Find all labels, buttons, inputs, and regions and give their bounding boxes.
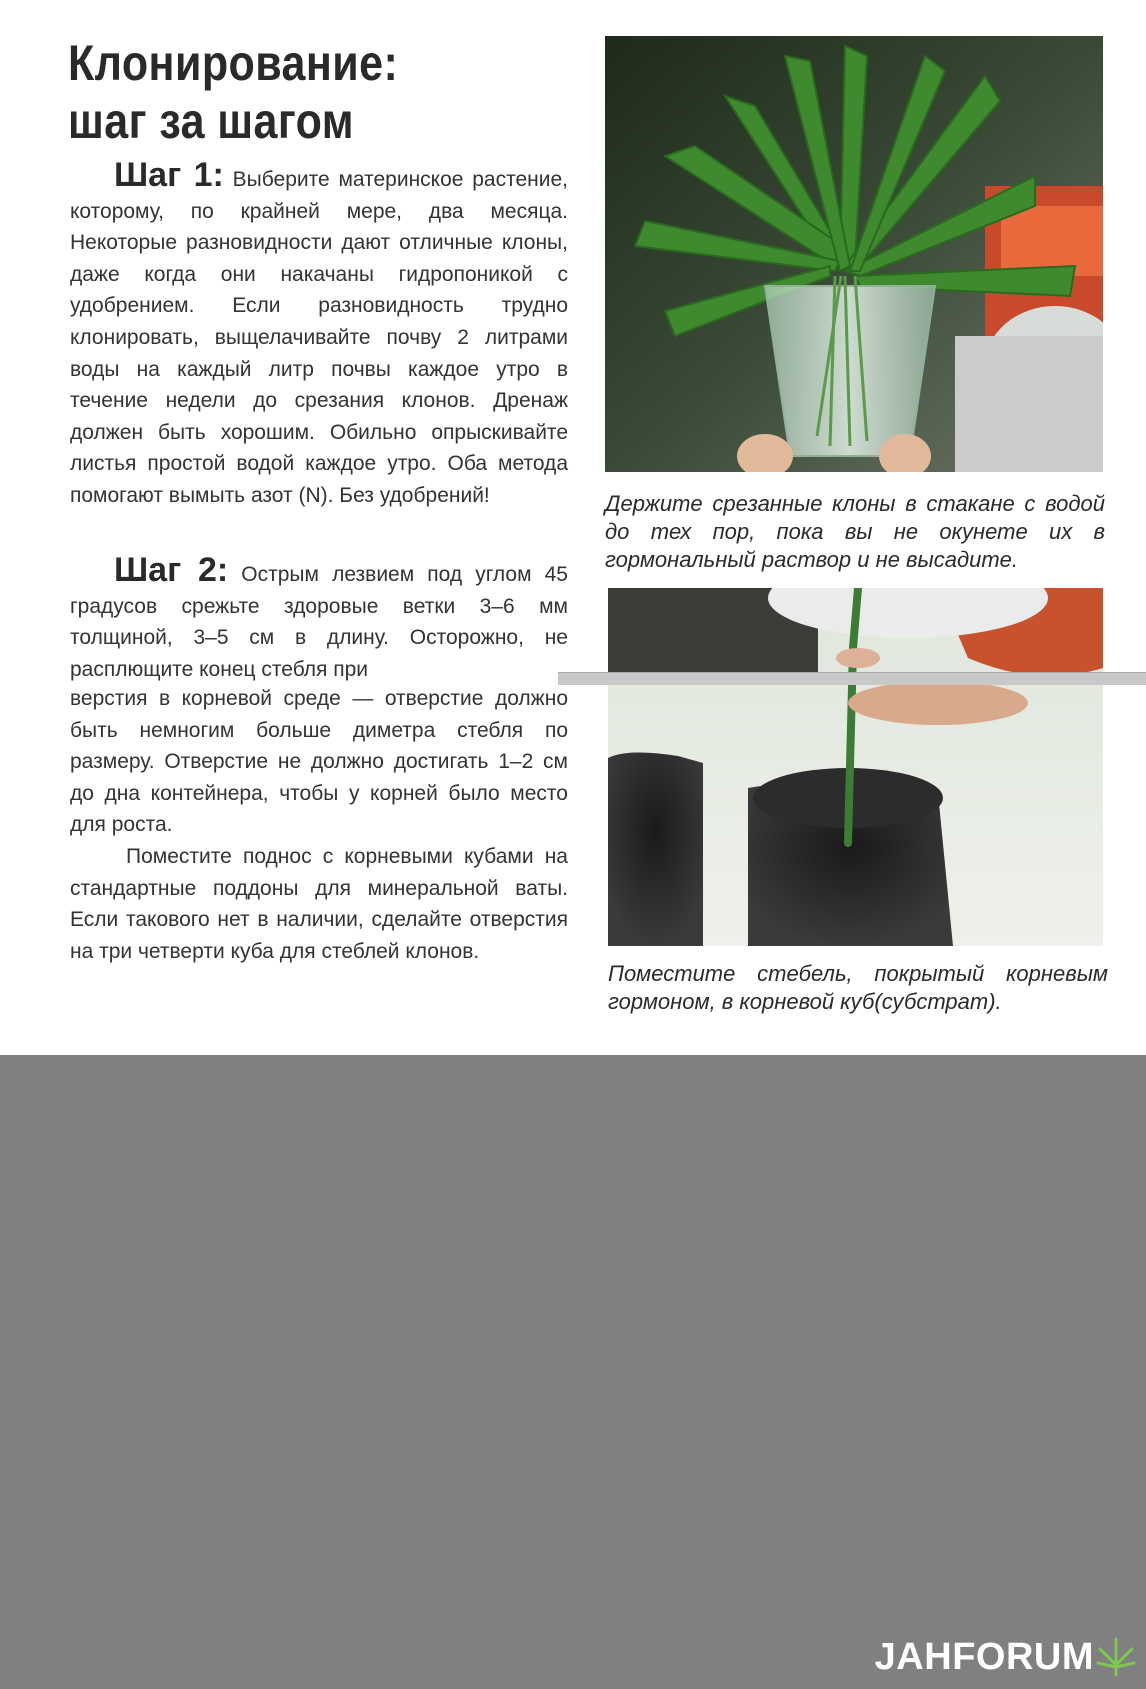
step2-continued: [70, 683, 568, 967]
root-cube-illustration: [608, 588, 1103, 946]
cannabis-leaf-icon: [1094, 1635, 1138, 1679]
watermark-text: JAHFORUM: [874, 1635, 1094, 1678]
step2-text-c: Поместите поднос с корневыми кубами на стандартные поддоны для минеральной ваты. Если такового нет в наличии, сделайте отверстия на три четверти куба для стеблей клонов.: [70, 844, 568, 963]
step2-section: [70, 551, 568, 685]
title-line-2: шаг за шагом: [68, 93, 355, 149]
photo-clones-in-glass: [605, 36, 1103, 472]
watermark: [875, 1635, 1138, 1679]
scan-artifact-bar: [558, 672, 1146, 685]
step2-heading: Шаг 2:: [114, 551, 229, 589]
page-title: [68, 34, 398, 150]
plant-cuttings-illustration: [605, 36, 1103, 472]
step2-text-a: Острым лезвием под углом 45 градусов срежьте здоровые ветки 3–6 мм толщиной, 3–5 см в длину. Осторожно, не расплющите конец стебля при: [70, 563, 568, 681]
step1-text: Выберите материнское растение, которому, по крайней мере, два месяца. Некоторые разновидности дают отличные клоны, даже когда они накачаны гидропоникой с удобрением. Если разновидность трудно клонировать, выщелачивайте почву 2 литрами воды на каждый литр почвы каждое утро в течение недели до срезания клонов. Дренаж должен быть хорошим. Обильно опрыскивайте листья простой водой каждое утро. Оба метода помогают вымыть азот (N). Без удобрений!: [70, 168, 568, 507]
caption-photo-2: Поместите стебель, покрытый корневым гормоном, в корневой куб(субстрат).: [608, 961, 1108, 1014]
caption-photo-1: Держите срезанные клоны в стакане с водой до тех пор, пока вы не окунете их в гормональный раствор и не высадите.: [605, 491, 1105, 572]
photo-stem-in-cube: [608, 588, 1103, 946]
step1-heading: Шаг 1:: [114, 156, 224, 194]
title-line-1: Клонирование:: [68, 35, 399, 91]
step2-text-b: верстия в корневой среде — отверстие должно быть немногим больше диметра стебля по размеру. Отверстие не должно достигать 1–2 см до дна контейнера, чтобы у корней было место для роста.: [70, 687, 568, 837]
step1-section: [70, 156, 568, 512]
